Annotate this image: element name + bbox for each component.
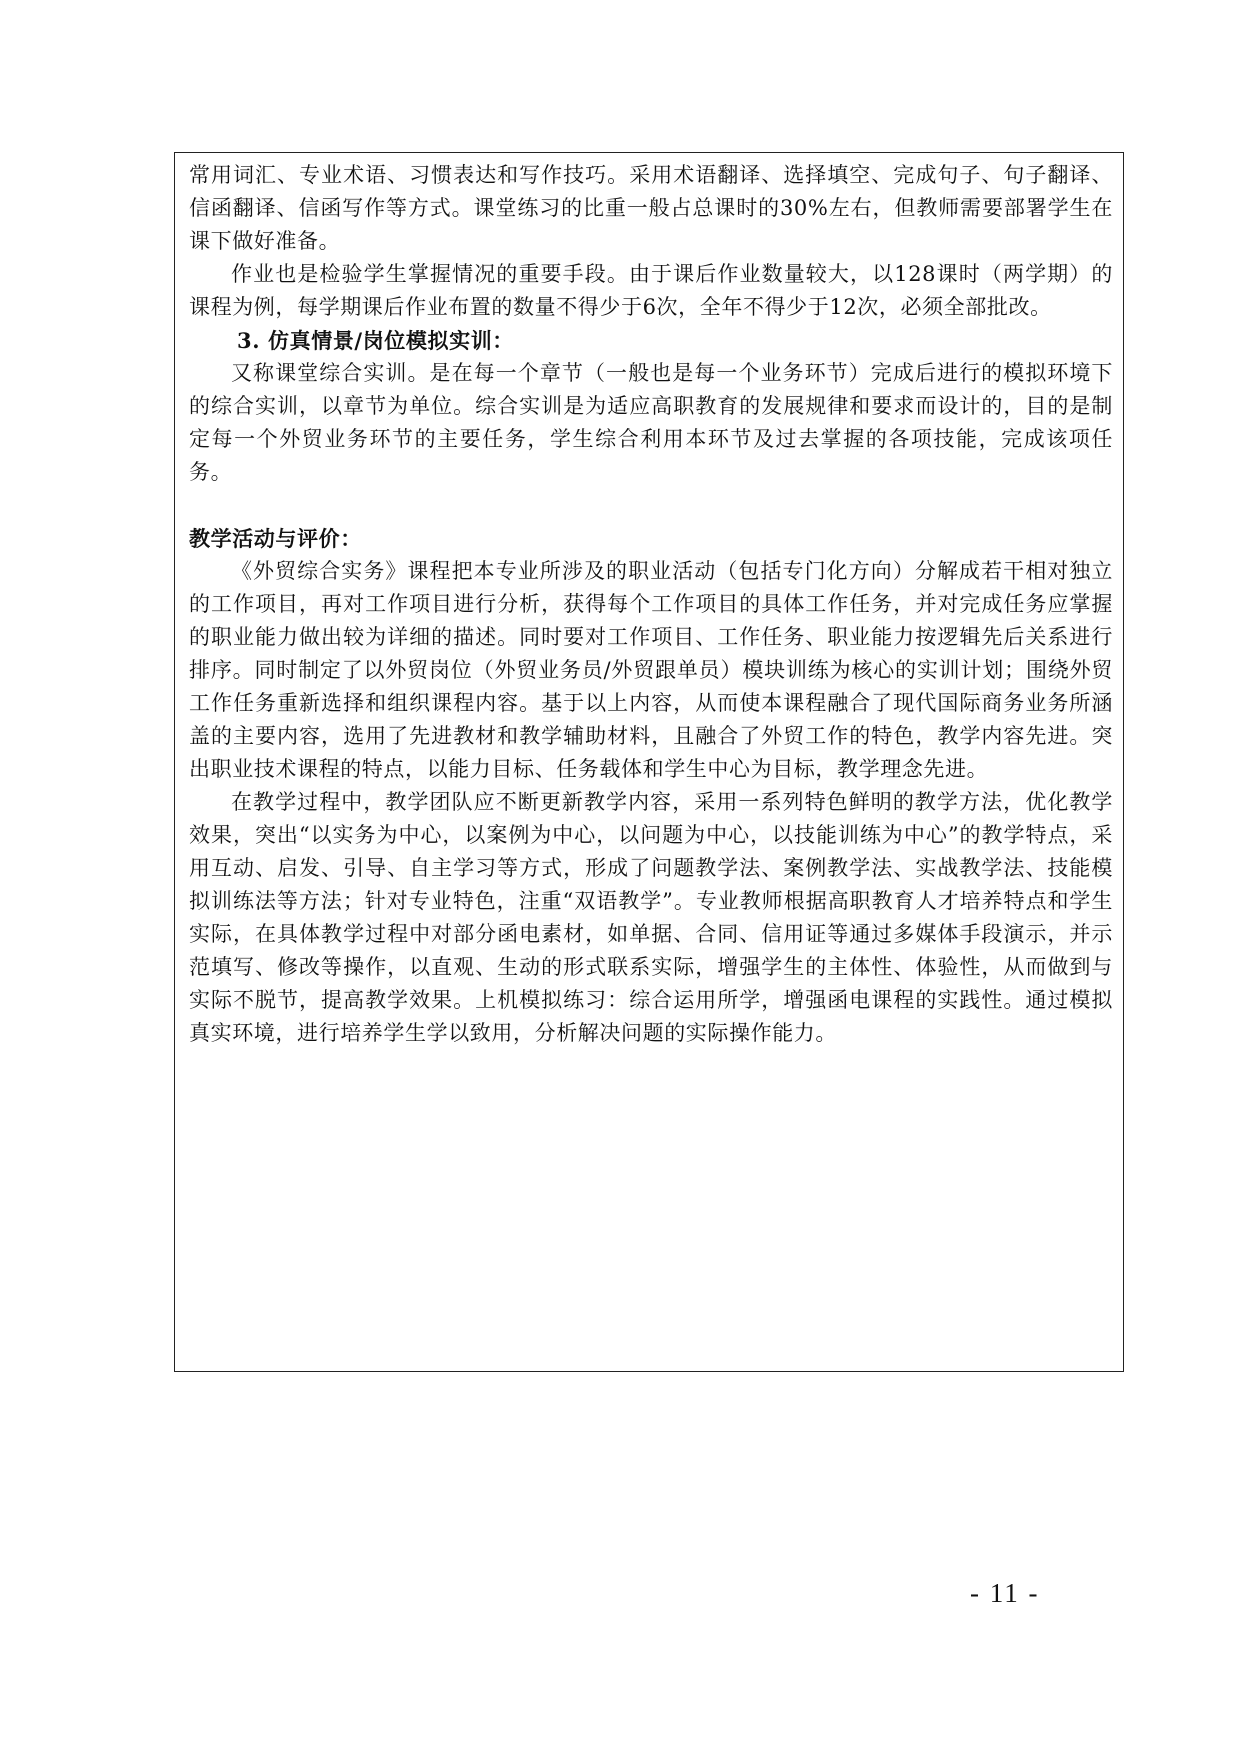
paragraph-exercise-continuation: 常用词汇、专业术语、习惯表达和写作技巧。采用术语翻译、选择填空、完成句子、句子翻译、信函翻译、信函写作等方式。课堂练习的比重一般占总课时的30%左右，但教师需要部署学生在课下做好准备。 — [189, 163, 1113, 253]
paragraph-course-structure: 《外贸综合实务》课程把本专业所涉及的职业活动（包括专门化方向）分解成若干相对独立的工作项目，再对工作项目进行分析，获得每个工作项目的具体工作任务，并对完成任务应掌握的职业能力做出较为详细的描述。同时要对工作项目、工作任务、职业能力按逻辑先后关系进行排序。同时制定了以外贸岗位（外贸业务员/外贸跟单员）模块训练为核心的实训计划；围绕外贸工作任务重新选择和组织课程内容。基于以上内容，从而使本课程融合了现代国际商务业务所涵盖的主要内容，选用了先进教材和教学辅助材料，且融合了外贸工作的特色，教学内容先进。突出职业技术课程的特点，以能力目标、任务载体和学生中心为目标，教学理念先进。 — [189, 559, 1113, 781]
section-heading-simulation-training: 3. 仿真情景/岗位模拟实训： — [237, 328, 514, 353]
section-heading-teaching-activities: 教学活动与评价： — [189, 526, 362, 551]
paragraph-simulation-training: 又称课堂综合实训。是在每一个章节（一般也是每一个业务环节）完成后进行的模拟环境下的综合实训，以章节为单位。综合实训是为适应高职教育的发展规律和要求而设计的，目的是制定每一个外贸业务环节的主要任务，学生综合利用本环节及过去掌握的各项技能，完成该项任务。 — [189, 361, 1113, 484]
paragraph-teaching-process: 在教学过程中，教学团队应不断更新教学内容，采用一系列特色鲜明的教学方法，优化教学效果，突出“以实务为中心，以案例为中心，以问题为中心，以技能训练为中心”的教学特点，采用互动、启发、引导、自主学习等方式，形成了问题教学法、案例教学法、实战教学法、技能模拟训练法等方法；针对专业特色，注重“双语教学”。专业教师根据高职教育人才培养特点和学生实际，在具体教学过程中对部分函电素材，如单据、合同、信用证等通过多媒体手段演示，并示范填写、修改等操作，以直观、生动的形式联系实际，增强学生的主体性、体验性，从而做到与实际不脱节，提高教学效果。上机模拟练习：综合运用所学，增强函电课程的实践性。通过模拟真实环境，进行培养学生学以致用，分析解决问题的实际操作能力。 — [189, 790, 1113, 1045]
content-frame — [174, 152, 1124, 1372]
paragraph-homework: 作业也是检验学生掌握情况的重要手段。由于课后作业数量较大，以128课时（两学期）的课程为例，每学期课后作业布置的数量不得少于6次，全年不得少于12次，必须全部批改。 — [189, 262, 1113, 319]
page-number: - 11 - — [970, 1578, 1040, 1608]
